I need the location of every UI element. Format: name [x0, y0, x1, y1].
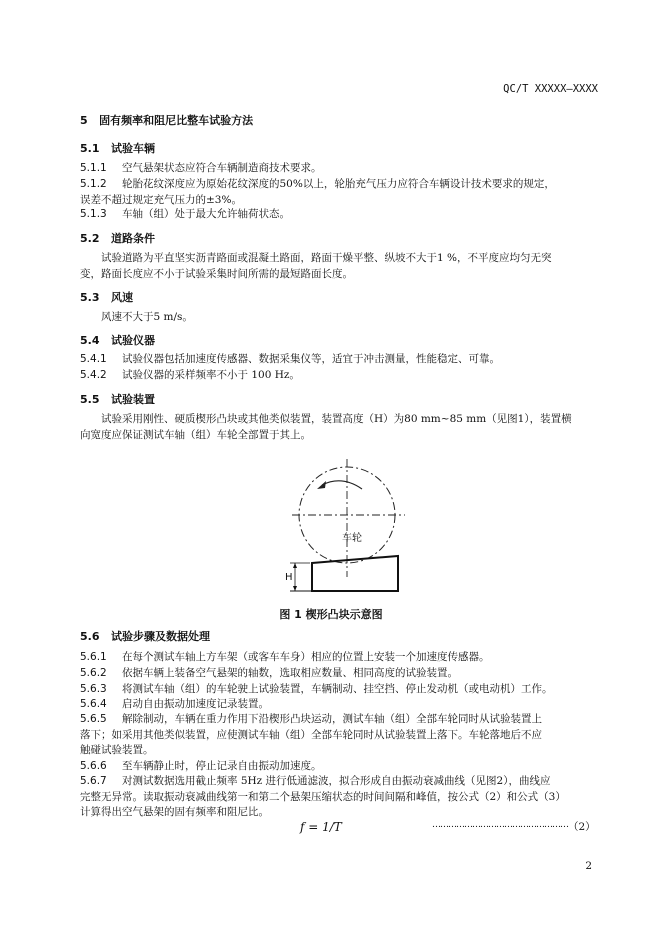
item-text-continued: 计算得出空气悬架的固有频率和阻尼比。 — [80, 806, 269, 818]
item-text-continued: 落下；如采用其他类似装置，应使测试车轴（组）全部车轮同时从试验装置上落下。车轮落地后不应 — [80, 728, 542, 741]
section-number: 5.1 — [80, 142, 100, 155]
section-title: 试验步骤及数据处理 — [111, 630, 210, 643]
item-text: 车轴（组）处于最大允许轴荷状态。 — [122, 208, 290, 220]
item-number: 5.6.4 — [80, 698, 107, 710]
paragraph: 风速不大于5 m/s。 — [101, 311, 193, 323]
item-number: 5.6.6 — [80, 760, 107, 772]
item-number: 5.6.3 — [80, 683, 107, 695]
list-item — [80, 666, 602, 682]
item-number: 5.6.2 — [80, 667, 107, 679]
item-text: 在每个测试车轴上方车架（或客车车身）相应的位置上安装一个加速度传感器。 — [122, 651, 490, 663]
section-5-2-heading — [80, 230, 155, 246]
paragraph-line: 试验道路为平直坚实沥青路面或混凝土路面，路面干燥平整、纵坡不大于1 %，不平度应均匀无突 — [101, 252, 552, 264]
item-text: 对测试数据选用截止频率 5Hz 进行低通滤波，拟合形成自由振动衰减曲线（见图2），曲线应 — [122, 775, 551, 787]
list-item — [80, 352, 602, 368]
item-text: 至车辆静止时，停止记录自由振动加速度。 — [122, 760, 322, 772]
list-item — [80, 650, 602, 666]
section-title: 试验仪器 — [111, 334, 155, 347]
section-number: 5.4 — [80, 334, 100, 347]
item-number: 5.4.1 — [80, 353, 107, 365]
item-number: 5.1.2 — [80, 178, 107, 190]
section-title: 风速 — [111, 291, 133, 304]
item-text: 试验仪器包括加速度传感器、数据采集仪等，适宜于冲击测量，性能稳定、可靠。 — [122, 353, 500, 365]
list-item — [80, 207, 602, 223]
rotation-arrowhead — [317, 481, 326, 489]
wheel-label: 车轮 — [342, 533, 362, 544]
item-number: 5.6.5 — [80, 713, 107, 725]
item-text-continued: 误差不超过规定充气压力的±3%。 — [80, 193, 242, 206]
height-dim-arrow-up — [293, 563, 297, 568]
figure-caption: 图 1 楔形凸块示意图 — [279, 608, 383, 621]
section-title: 固有频率和阻尼比整车试验方法 — [99, 114, 254, 127]
paragraph — [80, 411, 600, 443]
section-title: 试验装置 — [111, 393, 155, 406]
section-number: 5.6 — [80, 630, 100, 643]
rotation-arrow — [322, 481, 362, 489]
item-text: 依据车辆上装备空气悬架的轴数，选取相应数量、相同高度的试验装置。 — [122, 667, 458, 679]
list-item — [80, 774, 602, 821]
item-number: 5.1.3 — [80, 208, 107, 220]
item-text: 轮胎花纹深度应为原始花纹深度的50%以上，轮胎充气压力应符合车辆设计技术要求的规定， — [122, 178, 555, 190]
list-item — [80, 697, 602, 713]
list-item — [80, 682, 602, 698]
item-text: 试验仪器的采样频率不小于 100 Hz。 — [122, 369, 300, 381]
formula-number: （2） — [568, 821, 596, 833]
item-number: 5.6.1 — [80, 651, 107, 663]
section-title: 试验车辆 — [111, 142, 155, 155]
paragraph-line: 试验采用刚性、硬质楔形凸块或其他类似装置，装置高度（H）为80 mm~85 mm（见图1），装置横 — [101, 413, 572, 425]
height-label: H — [285, 572, 293, 583]
height-dim-arrow-down — [293, 586, 297, 591]
section-5-3-heading — [80, 289, 133, 305]
section-number: 5.5 — [80, 393, 100, 406]
item-number: 5.1.1 — [80, 162, 107, 174]
section-5-5-heading — [80, 391, 155, 407]
paragraph — [80, 250, 600, 282]
item-text: 将测试车轴（组）的车轮驶上试验装置，车辆制动、挂空挡、停止发动机（或电动机）工作。 — [122, 683, 553, 695]
list-item — [80, 161, 602, 177]
section-5-1-heading — [80, 140, 155, 156]
section-5-6-heading — [80, 628, 210, 644]
formula-leader-dots: …………………………………………… — [432, 820, 568, 830]
item-text-continued: 触碰试验装置。 — [80, 744, 154, 756]
paragraph-line: 变，路面长度应不小于试验采集时间所需的最短路面长度。 — [80, 268, 353, 280]
list-item — [80, 712, 602, 759]
item-text: 解除制动，车辆在重力作用下沿楔形凸块运动，测试车轴（组）全部车轮同时从试验装置上 — [122, 713, 542, 725]
item-text-continued: 完整无异常。读取振动衰减曲线第一和第二个悬架压缩状态的时间间隔和峰值，按公式（2）和公式（3） — [80, 790, 566, 803]
item-text: 启动自由振动加速度记录装置。 — [122, 698, 269, 710]
list-item — [80, 759, 602, 775]
document-code: QC/T XXXXX—XXXX — [503, 83, 598, 95]
page-number: 2 — [585, 860, 592, 872]
item-text: 空气悬架状态应符合车辆制造商技术要求。 — [122, 162, 322, 174]
item-number: 5.6.7 — [80, 775, 107, 787]
paragraph-line: 向宽度应保证测试车轴（组）车轮全部置于其上。 — [80, 429, 311, 441]
section-number: 5.3 — [80, 291, 100, 304]
section-5-4-heading — [80, 332, 155, 348]
formula-expression: f = 1/T — [300, 820, 342, 834]
item-number: 5.4.2 — [80, 369, 107, 381]
section-5-heading — [80, 112, 253, 128]
wedge-block — [312, 556, 398, 591]
section-title: 道路条件 — [111, 232, 155, 245]
list-item — [80, 177, 602, 208]
section-number: 5.2 — [80, 232, 100, 245]
section-number: 5 — [80, 114, 88, 127]
list-item — [80, 368, 602, 384]
